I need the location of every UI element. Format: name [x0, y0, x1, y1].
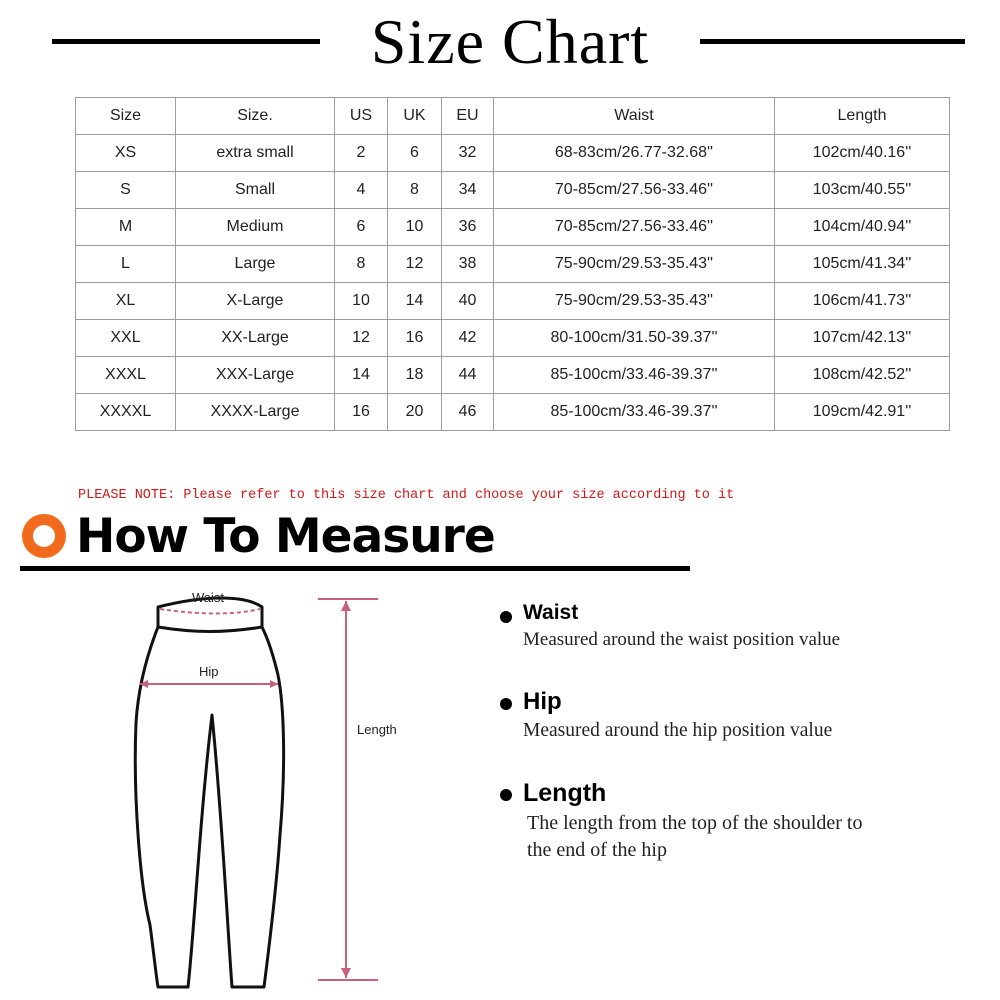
- size-note: PLEASE NOTE: Please refer to this size chart and choose your size according to it: [78, 488, 735, 503]
- cell-size: XXL: [76, 320, 176, 357]
- title-right-rule: [700, 39, 965, 44]
- bullet-icon: [500, 698, 512, 710]
- column-header-length: Length: [775, 98, 950, 135]
- column-header-eu: EU: [442, 98, 494, 135]
- column-header-size-name: Size.: [176, 98, 335, 135]
- cell-uk: 12: [388, 246, 442, 283]
- cell-us: 2: [335, 135, 388, 172]
- title-row: [0, 0, 1000, 90]
- cell-length: 108cm/42.52'': [775, 357, 950, 394]
- cell-length: 102cm/40.16'': [775, 135, 950, 172]
- column-header-uk: UK: [388, 98, 442, 135]
- cell-us: 12: [335, 320, 388, 357]
- cell-size-name: extra small: [176, 135, 335, 172]
- cell-length: 107cm/42.13'': [775, 320, 950, 357]
- column-header-waist: Waist: [494, 98, 775, 135]
- cell-size: XS: [76, 135, 176, 172]
- cell-us: 16: [335, 394, 388, 431]
- cell-size-name: Small: [176, 172, 335, 209]
- cell-uk: 16: [388, 320, 442, 357]
- cell-uk: 8: [388, 172, 442, 209]
- cell-size-name: XXX-Large: [176, 357, 335, 394]
- cell-uk: 10: [388, 209, 442, 246]
- cell-waist: 85-100cm/33.46-39.37'': [494, 394, 775, 431]
- cell-size: S: [76, 172, 176, 209]
- column-header-size: Size: [76, 98, 176, 135]
- leggings-outline: [135, 627, 283, 987]
- leggings-svg: [0, 575, 470, 1000]
- cell-eu: 38: [442, 246, 494, 283]
- table-row: [76, 357, 950, 394]
- section-bullet-icon: [22, 514, 66, 558]
- table-row: [76, 209, 950, 246]
- definition-description: Measured around the hip position value: [523, 720, 833, 741]
- cell-us: 14: [335, 357, 388, 394]
- table-row: [76, 394, 950, 431]
- cell-eu: 40: [442, 283, 494, 320]
- waist-diagram-label: Waist: [192, 590, 225, 605]
- cell-eu: 36: [442, 209, 494, 246]
- definition-description-line-1: The length from the top of the shoulder to: [527, 812, 863, 834]
- column-header-us: US: [335, 98, 388, 135]
- definition-description-line-2: the end of the hip: [527, 839, 667, 861]
- cell-size: L: [76, 246, 176, 283]
- cell-size-name: XX-Large: [176, 320, 335, 357]
- cell-uk: 20: [388, 394, 442, 431]
- cell-uk: 6: [388, 135, 442, 172]
- cell-size-name: Large: [176, 246, 335, 283]
- cell-length: 106cm/41.73'': [775, 283, 950, 320]
- cell-length: 103cm/40.55'': [775, 172, 950, 209]
- table-row: [76, 320, 950, 357]
- length-diagram-label: Length: [357, 722, 397, 737]
- cell-eu: 32: [442, 135, 494, 172]
- cell-waist: 75-90cm/29.53-35.43'': [494, 283, 775, 320]
- cell-size: XXXL: [76, 357, 176, 394]
- cell-uk: 14: [388, 283, 442, 320]
- definition-description: Measured around the waist position value: [523, 629, 841, 650]
- cell-waist: 85-100cm/33.46-39.37'': [494, 357, 775, 394]
- hip-diagram-label: Hip: [199, 664, 219, 679]
- cell-size: XXXXL: [76, 394, 176, 431]
- definition-title: Length: [523, 779, 607, 807]
- cell-waist: 80-100cm/31.50-39.37'': [494, 320, 775, 357]
- how-to-measure-underline: [20, 566, 690, 571]
- cell-waist: 75-90cm/29.53-35.43'': [494, 246, 775, 283]
- table-row: [76, 135, 950, 172]
- table-header-row: [76, 98, 950, 135]
- cell-length: 109cm/42.91'': [775, 394, 950, 431]
- cell-us: 8: [335, 246, 388, 283]
- cell-size-name: X-Large: [176, 283, 335, 320]
- table-row: [76, 283, 950, 320]
- bullet-icon: [500, 789, 512, 801]
- cell-size: M: [76, 209, 176, 246]
- cell-us: 4: [335, 172, 388, 209]
- page-title: Size Chart: [370, 6, 650, 77]
- cell-eu: 34: [442, 172, 494, 209]
- cell-size-name: XXXX-Large: [176, 394, 335, 431]
- leggings-diagram: [0, 575, 470, 1000]
- cell-uk: 18: [388, 357, 442, 394]
- title-left-rule: [52, 39, 320, 44]
- cell-waist: 68-83cm/26.77-32.68'': [494, 135, 775, 172]
- cell-us: 10: [335, 283, 388, 320]
- table-row: [76, 246, 950, 283]
- cell-eu: 46: [442, 394, 494, 431]
- how-to-measure-title: How To Measure: [76, 509, 495, 564]
- bullet-icon: [500, 611, 512, 623]
- waist-measure-line: [160, 609, 260, 614]
- cell-waist: 70-85cm/27.56-33.46'': [494, 172, 775, 209]
- cell-us: 6: [335, 209, 388, 246]
- cell-size: XL: [76, 283, 176, 320]
- cell-eu: 42: [442, 320, 494, 357]
- definition-title: Hip: [523, 688, 562, 715]
- table-row: [76, 172, 950, 209]
- cell-length: 104cm/40.94'': [775, 209, 950, 246]
- cell-eu: 44: [442, 357, 494, 394]
- cell-size-name: Medium: [176, 209, 335, 246]
- cell-length: 105cm/41.34'': [775, 246, 950, 283]
- cell-waist: 70-85cm/27.56-33.46'': [494, 209, 775, 246]
- definition-title: Waist: [523, 601, 579, 624]
- size-chart-table: [75, 97, 950, 431]
